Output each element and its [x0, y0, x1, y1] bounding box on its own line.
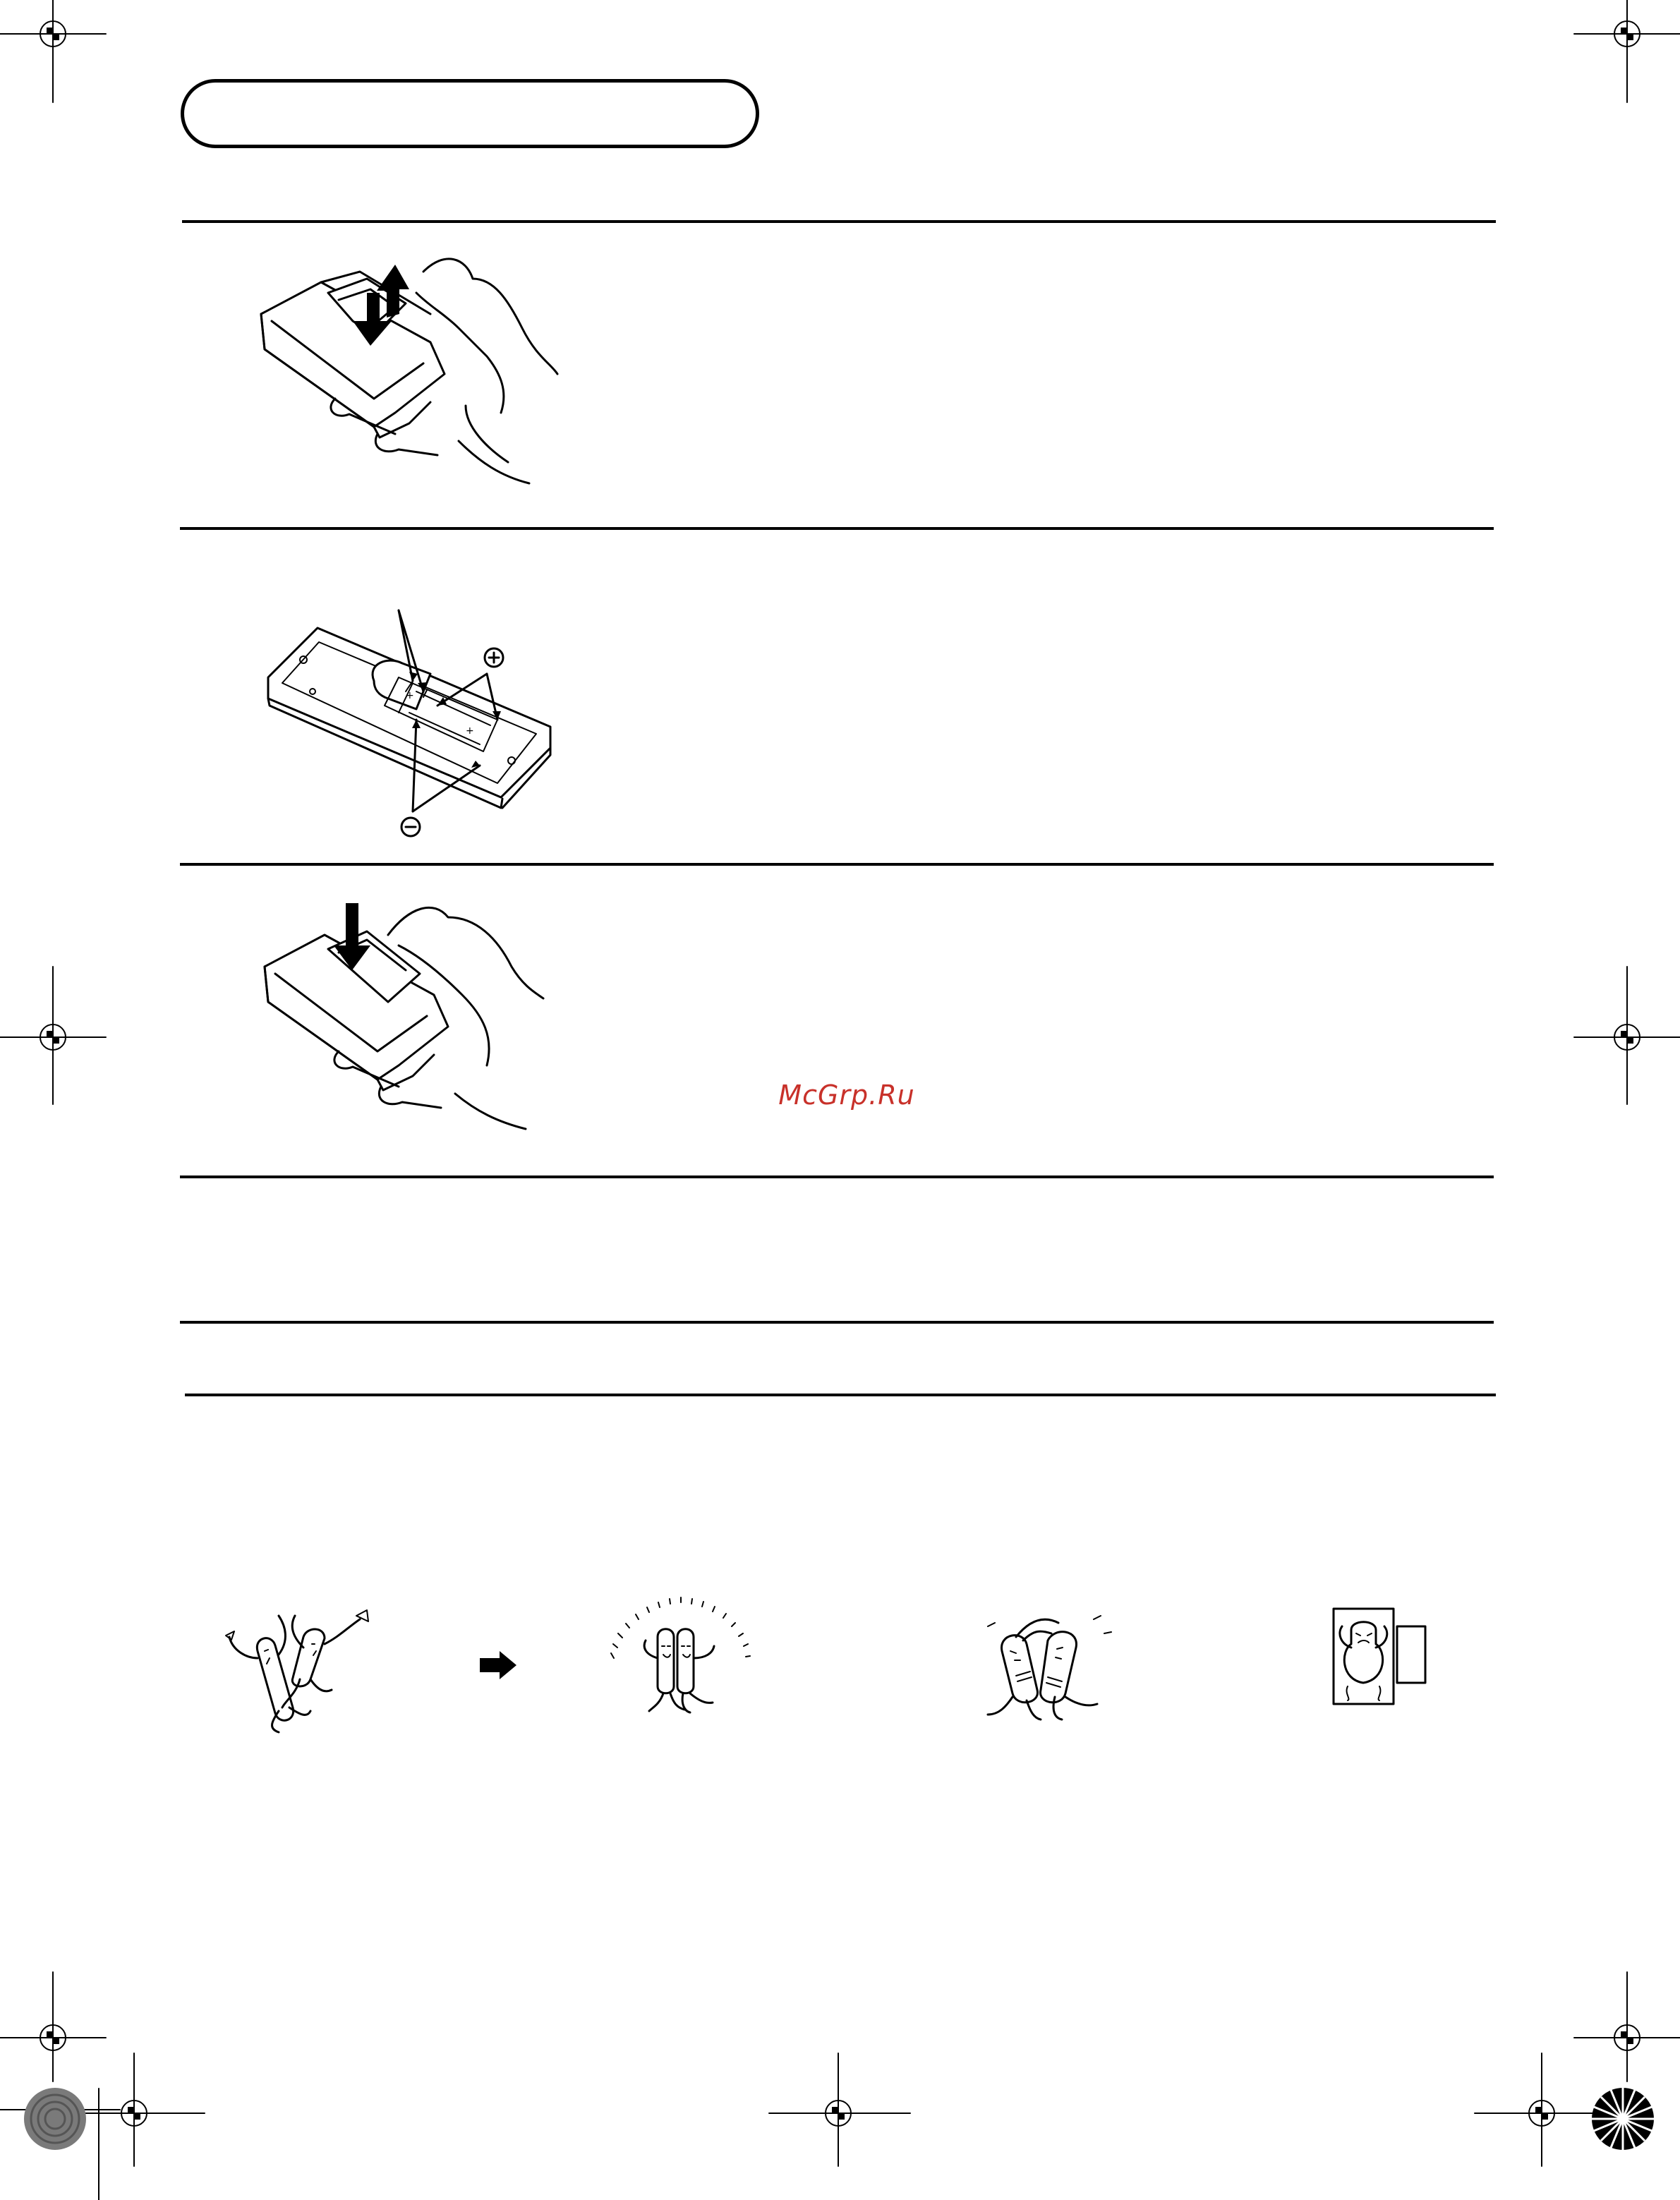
- starburst-target-right: [1592, 2088, 1654, 2150]
- color-target-left: [24, 2088, 86, 2150]
- watermark-text: McGrp.Ru: [778, 1080, 915, 1111]
- svg-text:+: +: [466, 725, 474, 737]
- svg-text:+: +: [406, 690, 414, 701]
